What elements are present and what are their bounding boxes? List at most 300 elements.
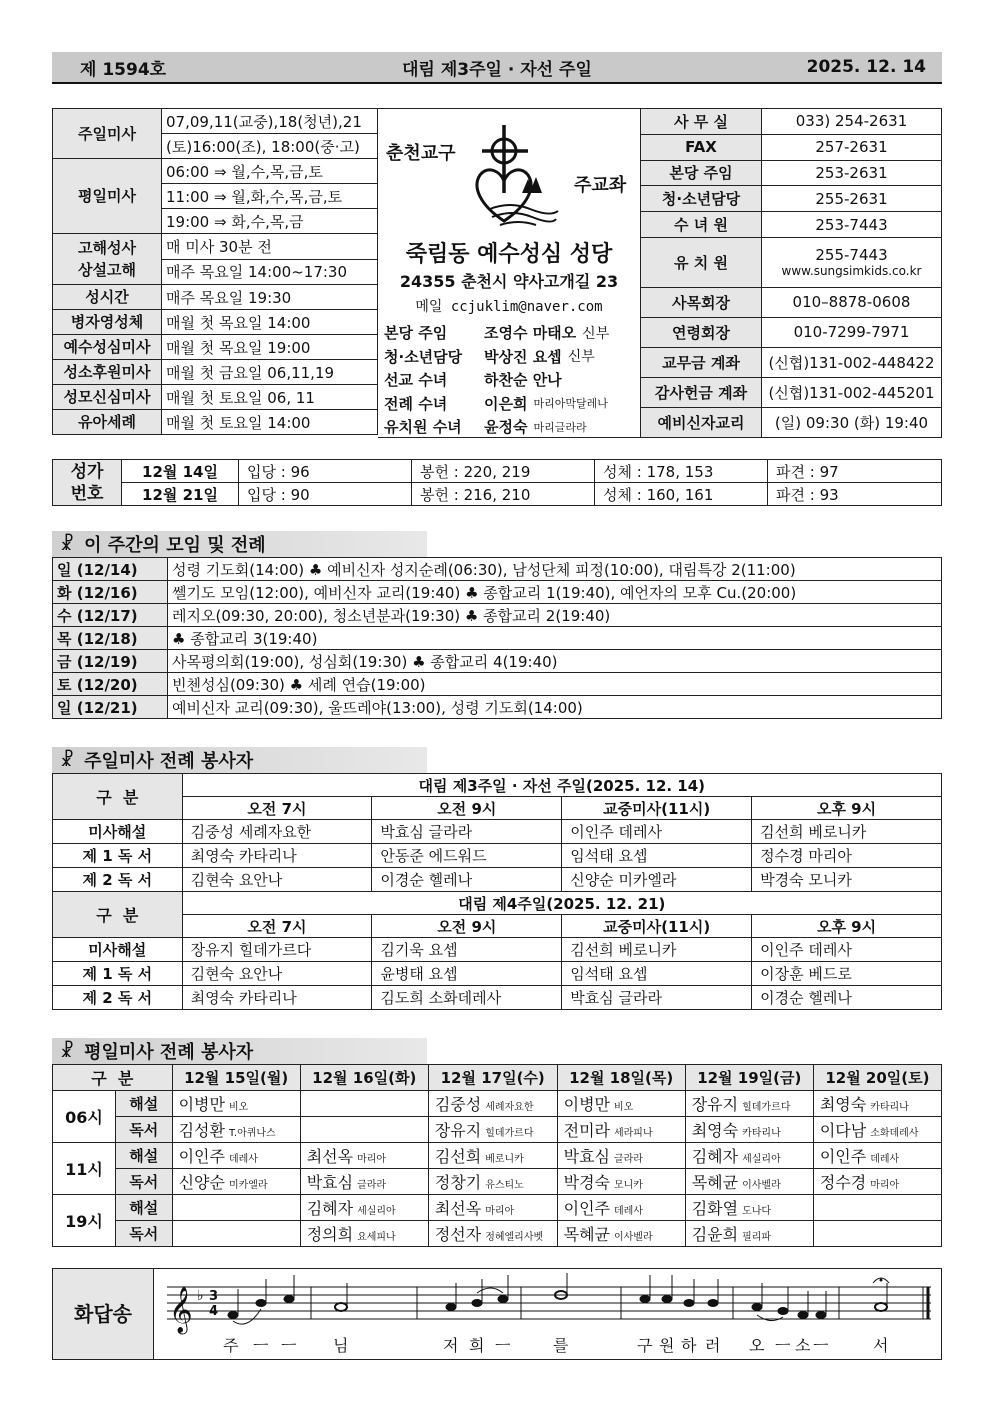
server-name: 김도희 소화데레사: [372, 986, 562, 1010]
weekday-server: [685, 1091, 813, 1117]
weekday-server: [813, 1117, 941, 1143]
mass-row: [53, 159, 378, 184]
mass-time-header: 교중미사(11시): [562, 797, 752, 820]
sunday-role-row: [53, 986, 942, 1010]
weekday-time: 11시: [53, 1143, 116, 1195]
server-role: 제 2 독 서: [53, 868, 183, 892]
mass-time: 07,09,11(교중),18(청년),21: [162, 109, 378, 134]
baptismal-name: 유스티노: [485, 1180, 524, 1191]
mass-schedule-table: [52, 108, 378, 435]
contact-row: [641, 317, 942, 347]
mass-row: [53, 385, 378, 410]
mass-time: 11:00 ⇒ 월,화,수,목,금,토: [162, 184, 378, 209]
mass-row: [53, 109, 378, 134]
weekday-server: [813, 1169, 941, 1195]
contact-label: 연령회장: [641, 317, 762, 347]
server-name: 정수경 마리아: [752, 844, 942, 868]
mass-label: 주일미사: [53, 109, 162, 159]
sunday-heading-row: [53, 892, 942, 915]
weekday-server: [685, 1169, 813, 1195]
weekday-server: [428, 1143, 557, 1169]
contact-value: [762, 347, 942, 377]
weekly-row: [53, 673, 942, 696]
weekday-server: [172, 1221, 300, 1247]
server-name: 김현숙 요안나: [182, 868, 372, 892]
weekly-title-text: 이 주간의 모임 및 전례: [84, 535, 266, 556]
sunday-role-row: [53, 962, 942, 986]
contact-number: 253-2631: [815, 163, 888, 182]
staff-role: 선교 수녀: [384, 371, 448, 390]
server-name: 장유지: [691, 1095, 739, 1114]
server-name: 임석태 요셉: [562, 844, 752, 868]
server-name: 장유지: [434, 1121, 482, 1140]
staff-role: 전례 수녀: [384, 394, 448, 413]
hymn-date: 12월 14일: [122, 460, 239, 483]
staff-row: [384, 345, 636, 369]
weekday-server: [557, 1195, 685, 1221]
contact-number: 255-7443: [815, 246, 888, 265]
weekday-role-row: [53, 1195, 942, 1221]
weekday-section-title: [52, 1038, 427, 1064]
baptismal-name: 마리아: [357, 1154, 387, 1165]
weekday-server: [172, 1195, 300, 1221]
mass-time: 매월 첫 금요일 06,11,19: [162, 360, 378, 385]
server-name: 김혜자: [306, 1199, 354, 1218]
contact-row: [641, 186, 942, 212]
weekday-role-row: [53, 1091, 942, 1117]
bulletin-title: 대림 제3주일 · 자선 주일: [402, 59, 592, 80]
mass-time-header: 교중미사(11시): [562, 915, 752, 938]
mass-row: [53, 360, 378, 385]
weekly-events: 쎌기도 모임(12:00), 예비신자 교리(19:40) ♣ 종합교리 1(19:40), 예언자의 모후 Cu.(20:00): [168, 581, 942, 604]
contact-label: 교무금 계좌: [641, 347, 762, 377]
svg-text:4: 4: [209, 1304, 219, 1319]
server-name: 임석태 요셉: [562, 962, 752, 986]
server-name: 김중성 세례자요한: [182, 820, 372, 844]
baptismal-name: T.아퀴나스: [228, 1128, 276, 1139]
server-name: 박경숙: [563, 1173, 610, 1192]
diocese-name: 춘천교구: [386, 143, 456, 164]
contact-row: [641, 160, 942, 186]
server-name: 최선옥: [434, 1199, 482, 1218]
mass-label: 성시간: [53, 285, 162, 310]
weekly-events: 성령 기도회(14:00) ♣ 예비신자 성지순례(06:30), 남성단체 피정(10:00), 대림특강 2(11:00): [168, 558, 942, 581]
lyric-syllable: ㅡ: [495, 1336, 511, 1355]
staff-row: [384, 392, 636, 416]
lyric-syllable: ㅡ: [281, 1336, 297, 1355]
lyric-syllable: 소: [795, 1336, 811, 1355]
weekday-role: 독서: [115, 1169, 172, 1195]
weekday-server: [685, 1221, 813, 1247]
baptismal-name: 필리파: [742, 1232, 772, 1243]
weekday-server: [172, 1143, 300, 1169]
staff-row: [384, 415, 636, 439]
server-name: 박효심: [563, 1147, 610, 1166]
weekday-time: 06시: [53, 1091, 116, 1143]
server-name: 김윤희: [691, 1225, 739, 1244]
weekly-day: 토 (12/20): [53, 673, 168, 696]
weekday-server: [557, 1117, 685, 1143]
bulletin-date: 2025. 12. 14: [806, 57, 926, 77]
baptismal-name: 이사벨라: [742, 1180, 781, 1191]
lyric-syllable: 를: [553, 1336, 569, 1355]
hymn-communion: 성체 : 178, 153: [595, 460, 768, 483]
contact-label: 청·소년담당: [641, 186, 762, 212]
contact-row: [641, 109, 942, 135]
staff-role: 청·소년담당: [384, 347, 463, 366]
baptismal-name: 세라피나: [613, 1128, 653, 1139]
weekly-table: [52, 557, 942, 719]
baptismal-name: 세실리아: [357, 1206, 396, 1217]
weekly-row: [53, 581, 942, 604]
baptismal-name: 마리아: [870, 1180, 900, 1191]
server-name: 김중성: [434, 1095, 482, 1114]
weekday-title-text: 평일미사 전례 봉사자: [84, 1042, 254, 1063]
baptismal-name: 글라라: [357, 1180, 387, 1191]
weekday-server: [172, 1169, 300, 1195]
weekday-role-row: [53, 1221, 942, 1247]
sunday-times-row: [53, 797, 942, 820]
mass-label: 예수성심미사: [53, 335, 162, 360]
contact-label: 수 녀 원: [641, 212, 762, 238]
server-role: 제 1 독 서: [53, 962, 183, 986]
sunday-week-heading: 대림 제4주일(2025. 12. 21): [182, 892, 941, 915]
hymn-offertory: 봉헌 : 220, 219: [412, 460, 595, 483]
contact-value: [762, 377, 942, 407]
contact-number: 010-7299-7971: [793, 323, 910, 342]
server-name: 이병만: [563, 1095, 610, 1114]
contact-value: [762, 186, 942, 212]
server-name: 윤병태 요셉: [372, 962, 562, 986]
weekday-server: [557, 1143, 685, 1169]
weekday-server: [172, 1117, 300, 1143]
hymn-label: 성가 번호: [53, 460, 122, 506]
chi-rho-icon: ☧: [60, 1040, 75, 1062]
server-name: 최선옥: [306, 1147, 354, 1166]
weekday-date: 12월 16일(화): [300, 1065, 428, 1091]
mass-row: [53, 310, 378, 335]
server-name: 전미라: [563, 1121, 610, 1140]
weekday-servers-table: [52, 1064, 942, 1247]
contact-value: [762, 237, 942, 287]
weekly-day: 금 (12/19): [53, 650, 168, 673]
sunday-section-title: [52, 747, 427, 773]
chi-rho-icon: ☧: [60, 749, 75, 771]
weekday-role-row: [53, 1143, 942, 1169]
server-name: 최영숙 카타리나: [182, 986, 372, 1010]
server-name: 박경숙 모니카: [752, 868, 942, 892]
staff-row: [384, 321, 636, 345]
sunday-title-text: 주일미사 전례 봉사자: [84, 751, 254, 772]
hymn-offertory: 봉헌 : 216, 210: [412, 483, 595, 506]
weekly-day: 일 (12/14): [53, 558, 168, 581]
mass-time: (토)16:00(조), 18:00(중·고): [162, 134, 378, 159]
weekday-date: 12월 19일(금): [685, 1065, 813, 1091]
mass-label: 성모신심미사: [53, 385, 162, 410]
contact-number: 257-2631: [815, 138, 888, 157]
lyric-syllable: ㅡ: [775, 1336, 791, 1355]
weekday-role-row: [53, 1117, 942, 1143]
weekday-server: [428, 1169, 557, 1195]
contact-label: 예비신자교리: [641, 407, 762, 437]
server-name: 이인주: [563, 1199, 610, 1218]
sunday-role-row: [53, 868, 942, 892]
mass-time-header: 오전 9시: [372, 915, 562, 938]
weekly-row: [53, 627, 942, 650]
sunday-role-row: [53, 844, 942, 868]
lyric-syllable: 오: [749, 1336, 765, 1355]
psalm-box: [52, 1268, 942, 1360]
contact-value: [762, 109, 942, 135]
svg-text:𝄞: 𝄞: [169, 1287, 193, 1333]
baptismal-name: 요세피나: [357, 1232, 396, 1243]
weekday-time: 19시: [53, 1195, 116, 1247]
server-name: 박효심: [306, 1173, 354, 1192]
sunday-servers-table: [52, 773, 942, 1010]
contact-value: [762, 212, 942, 238]
mass-time: 06:00 ⇒ 월,수,목,금,토: [162, 159, 378, 184]
contact-value: [762, 160, 942, 186]
issue-number: 제 1594호: [80, 59, 167, 80]
weekly-events: 빈첸성심(09:30) ♣ 세례 연습(19:00): [168, 673, 942, 696]
weekday-role-row: [53, 1169, 942, 1195]
baptismal-name: 미카엘라: [228, 1180, 268, 1191]
lyric-syllable: 저: [443, 1336, 459, 1355]
psalm-lyrics: [161, 1331, 937, 1355]
weekly-events: 레지오(09:30, 20:00), 청소년분과(19:30) ♣ 종합교리 2(19:40): [168, 604, 942, 627]
contact-number: 033) 254-2631: [795, 112, 908, 131]
baptismal-name: 데레사: [613, 1206, 643, 1217]
staff-row: [384, 368, 636, 392]
contact-label: 감사헌금 계좌: [641, 377, 762, 407]
server-name: 박효심 글라라: [372, 820, 562, 844]
weekday-server: [685, 1117, 813, 1143]
server-name: 이장훈 베드로: [752, 962, 942, 986]
weekday-server: [428, 1195, 557, 1221]
server-name: 김성환: [178, 1121, 225, 1140]
contact-row: [641, 212, 942, 238]
mass-label: 고해성사 상설고해: [53, 234, 162, 285]
kindergarten-website: www.sungsimkids.co.kr: [781, 264, 922, 279]
weekly-events: ♣ 종합교리 3(19:40): [168, 627, 942, 650]
lyric-syllable: ㅡ: [813, 1336, 829, 1355]
lyric-syllable: 하: [681, 1336, 697, 1355]
server-name: 정창기: [434, 1173, 482, 1192]
server-role: 제 2 독 서: [53, 986, 183, 1010]
sunday-category-label: 구 분: [53, 774, 183, 820]
weekly-day: 화 (12/16): [53, 581, 168, 604]
server-name: 장유지 힐데가르다: [182, 938, 372, 962]
staff-name: 조영수 마태오: [484, 324, 577, 343]
mass-time: 19:00 ⇒ 화,수,목,금: [162, 209, 378, 234]
weekly-row: [53, 650, 942, 673]
weekday-role: 해설: [115, 1143, 172, 1169]
baptismal-name: 카타리나: [870, 1102, 909, 1113]
lyric-syllable: 희: [469, 1336, 485, 1355]
contact-row: [641, 377, 942, 407]
contact-number: (신협)131-002-445201: [768, 383, 935, 402]
mass-label: 유아세례: [53, 410, 162, 435]
sunday-role-row: [53, 938, 942, 962]
lyric-syllable: 주: [223, 1336, 239, 1355]
weekday-server: [172, 1091, 300, 1117]
baptismal-name: 세실리아: [742, 1154, 781, 1165]
server-name: 김혜자: [691, 1147, 739, 1166]
weekday-date: 12월 20일(토): [813, 1065, 941, 1091]
mass-time-header: 오전 7시: [182, 915, 372, 938]
contact-row: [641, 407, 942, 437]
server-name: 최영숙: [691, 1121, 739, 1140]
server-role: 제 1 독 서: [53, 844, 183, 868]
server-name: 목혜균: [691, 1173, 739, 1192]
baptismal-name: 도나다: [742, 1206, 772, 1217]
staff-role: 본당 주임: [384, 324, 448, 343]
server-name: 이인주 데레사: [752, 938, 942, 962]
weekday-server: [685, 1143, 813, 1169]
weekday-server: [557, 1091, 685, 1117]
server-name: 이인주: [178, 1147, 225, 1166]
server-role: 미사해설: [53, 938, 183, 962]
server-name: 정선자: [434, 1225, 482, 1244]
server-name: 김화열: [691, 1199, 739, 1218]
weekday-server: [300, 1221, 428, 1247]
weekday-server: [813, 1195, 941, 1221]
mass-time-header: 오전 9시: [372, 797, 562, 820]
mass-time: 매월 첫 토요일 14:00: [162, 410, 378, 435]
sunday-times-row: [53, 915, 942, 938]
contact-number: (일) 09:30 (화) 19:40: [774, 413, 929, 432]
server-name: 이다남: [819, 1121, 867, 1140]
weekly-section-title: [52, 531, 427, 557]
lyric-syllable: 서: [873, 1336, 889, 1355]
contact-number: (신협)131-002-448422: [768, 353, 935, 372]
weekday-server: [428, 1221, 557, 1247]
parish-email: 메일 ccjuklim@naver.com: [415, 299, 603, 315]
weekday-role: 해설: [115, 1091, 172, 1117]
hymn-entrance: 입당 : 90: [239, 483, 412, 506]
weekday-server: [300, 1169, 428, 1195]
header-bar: [52, 52, 942, 84]
staff-list: [384, 321, 636, 439]
sunday-week-heading: 대림 제3주일 · 자선 주일(2025. 12. 14): [182, 774, 941, 797]
server-name: 이인주 데레사: [562, 820, 752, 844]
weekday-server: [557, 1169, 685, 1195]
server-name: 김선희: [434, 1147, 482, 1166]
contact-row: [641, 347, 942, 377]
contact-number: 253-7443: [815, 215, 888, 234]
weekday-server: [685, 1195, 813, 1221]
weekday-date: 12월 15일(월): [172, 1065, 300, 1091]
contact-row: [641, 237, 942, 287]
baptismal-name: 데레사: [870, 1154, 900, 1165]
weekday-role: 독서: [115, 1221, 172, 1247]
staff-name: 하찬순 안나: [484, 371, 562, 390]
server-name: 정의희: [306, 1225, 354, 1244]
lyric-syllable: 원: [659, 1336, 675, 1355]
staff-title: 마리아막달레나: [533, 397, 608, 411]
weekly-events: 사목평의회(19:00), 성심회(19:30) ♣ 종합교리 4(19:40): [168, 650, 942, 673]
server-name: 신양순: [178, 1173, 225, 1192]
baptismal-name: 모니카: [613, 1180, 643, 1191]
weekday-server: [300, 1195, 428, 1221]
baptismal-name: 마리아: [485, 1206, 515, 1217]
mass-time-header: 오후 9시: [752, 915, 942, 938]
server-name: 이병만: [178, 1095, 225, 1114]
hymn-dismissal: 파견 : 93: [768, 483, 942, 506]
weekday-role: 독서: [115, 1117, 172, 1143]
contact-row: [641, 134, 942, 160]
server-name: 신양순 미카엘라: [562, 868, 752, 892]
server-name: 김기욱 요셉: [372, 938, 562, 962]
mass-time-header: 오후 9시: [752, 797, 942, 820]
contact-value: [762, 407, 942, 437]
baptismal-name: 소화데레사: [870, 1128, 919, 1139]
contact-label: FAX: [641, 134, 762, 160]
mass-row: [53, 285, 378, 310]
hymn-table: [52, 459, 942, 506]
parish-address: 24355 춘천시 약사고개길 23: [399, 272, 619, 291]
svg-text:3: 3: [209, 1289, 219, 1304]
server-name: 목혜균: [563, 1225, 610, 1244]
weekday-server: [300, 1117, 428, 1143]
cathedral-label: 주교좌: [574, 175, 627, 196]
staff-name: 박상진 요셉: [484, 347, 562, 366]
server-name: 박효심 글라라: [562, 986, 752, 1010]
baptismal-name: 정혜엘리사벳: [485, 1232, 544, 1243]
contact-label: 사목회장: [641, 287, 762, 317]
psalm-label: 화답송: [53, 1269, 154, 1359]
weekday-category-label: 구 분: [53, 1065, 173, 1091]
server-name: 김선희 베로니카: [562, 938, 752, 962]
mass-time: 매월 첫 목요일 14:00: [162, 310, 378, 335]
staff-name: 윤정숙: [484, 418, 528, 437]
hymn-date: 12월 21일: [122, 483, 239, 506]
mass-time: 매월 첫 목요일 19:00: [162, 335, 378, 360]
sunday-heading-row: [53, 774, 942, 797]
weekly-row: [53, 558, 942, 581]
contacts-table: [640, 108, 942, 438]
weekly-row: [53, 604, 942, 627]
weekday-server: [300, 1091, 428, 1117]
server-name: 이경순 헬레나: [752, 986, 942, 1010]
baptismal-name: 글라라: [613, 1154, 643, 1165]
baptismal-name: 힐데가르다: [485, 1128, 534, 1139]
server-name: 김선희 베로니카: [752, 820, 942, 844]
hymn-entrance: 입당 : 96: [239, 460, 412, 483]
mass-time: 매주 목요일 14:00~17:30: [162, 259, 378, 285]
weekday-server: [557, 1221, 685, 1247]
parish-info: [378, 108, 640, 438]
contact-label: 유 치 원: [641, 237, 762, 287]
baptismal-name: 비오: [228, 1102, 249, 1113]
mass-row: [53, 410, 378, 435]
contact-value: [762, 134, 942, 160]
hymn-communion: 성체 : 160, 161: [595, 483, 768, 506]
staff-title: 신부: [567, 349, 595, 366]
server-name: 최영숙 카타리나: [182, 844, 372, 868]
server-name: 정수경: [819, 1173, 867, 1192]
weekday-date: 12월 17일(수): [428, 1065, 557, 1091]
contact-number: 010–8878-0608: [792, 293, 911, 312]
mass-time: 매주 목요일 19:30: [162, 285, 378, 310]
weekly-events: 예비신자 교리(09:30), 울뜨레야(13:00), 성령 기도회(14:00): [168, 696, 942, 719]
contact-value: [762, 317, 942, 347]
contact-number: 255-2631: [815, 189, 888, 208]
server-name: 최영숙: [819, 1095, 867, 1114]
weekday-server: [813, 1091, 941, 1117]
baptismal-name: 세례자요한: [485, 1102, 534, 1113]
contact-label: 사 무 실: [641, 109, 762, 135]
